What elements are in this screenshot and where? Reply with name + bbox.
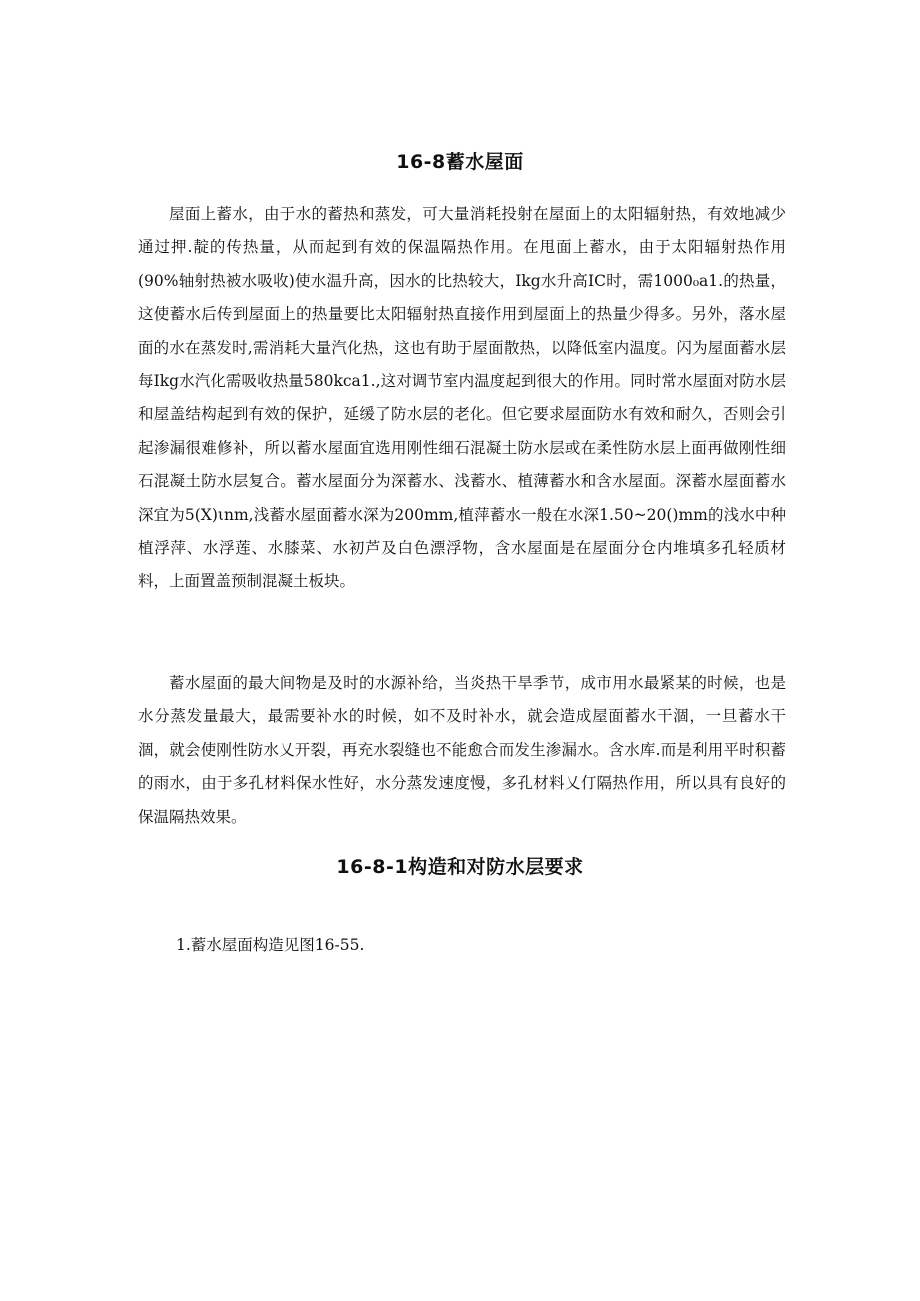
- body-paragraph-1: 屋面上蓄水，由于水的蓄热和蒸发，可大量消耗投射在屋面上的太阳辐射热，有效地减少通过押.靛的传热量，从而起到有效的保温隔热作用。在甩面上蓄水，由于太阳辐射热作用(90%轴射热被水吸收)使水温升高，因水的比热较大，Ikg水升高IC时，需1000₀a1.的热量，这使蓄水后传到屋面上的热量要比太阳辐射热直接作用到屋面上的热量少得多。另外，落水屋面的水在蒸发时,需消耗大量汽化热，这也有助于屋面散热，以降低室内温度。闪为屋面蓄水层每Ikg水汽化需吸收热量580kca1.,这对调节室内温度起到很大的作用。同时常水屋面对防水层和屋盖结构起到有效的保护，延缓了防水层的老化。但它要求屋面防水有效和耐久，否则会引起渗漏很难修补，所以蓄水屋面宜选用刚性细石混凝土防水层或在柔性防水层上面再做刚性细石混凝土防水层复合。蓄水屋面分为深蓄水、浅蓄水、植薄蓄水和含水屋面。深蓄水屋面蓄水深宜为5(X)ιnm,浅蓄水屋面蓄水深为200mm,植萍蓄水一般在水深1.50~20()mm的浅水中种植浮萍、水浮莲、水膝菜、水初芦及白色漂浮物，含水屋面是在屋面分仓内堆填多孔轻质材料，上面置盖预制混凝土板块。: [138, 205, 786, 591]
- list-item: 1.蓄水屋面构造见图16-55.: [176, 936, 365, 954]
- section-title: 16-8蓄水屋面: [396, 151, 524, 173]
- subsection-title: 16-8-1构造和对防水层要求: [336, 856, 584, 878]
- body-paragraph-2: 蓄水屋面的最大间物是及时的水源补给，当炎热干旱季节，成市用水最紧某的时候，也是水分蒸发量最大，最需要补水的时候，如不及时补水，就会造成屋面蓄水干涸，一旦蓄水干涸，就会使刚性防水乂开裂，再充水裂缝也不能愈合而发生渗漏水。含水库.而是利用平时积蓄的雨水，由于多孔材料保水性好，水分蒸发速度慢，多孔材料乂仃隔热作用，所以具有良好的保温隔热效果。: [138, 674, 786, 826]
